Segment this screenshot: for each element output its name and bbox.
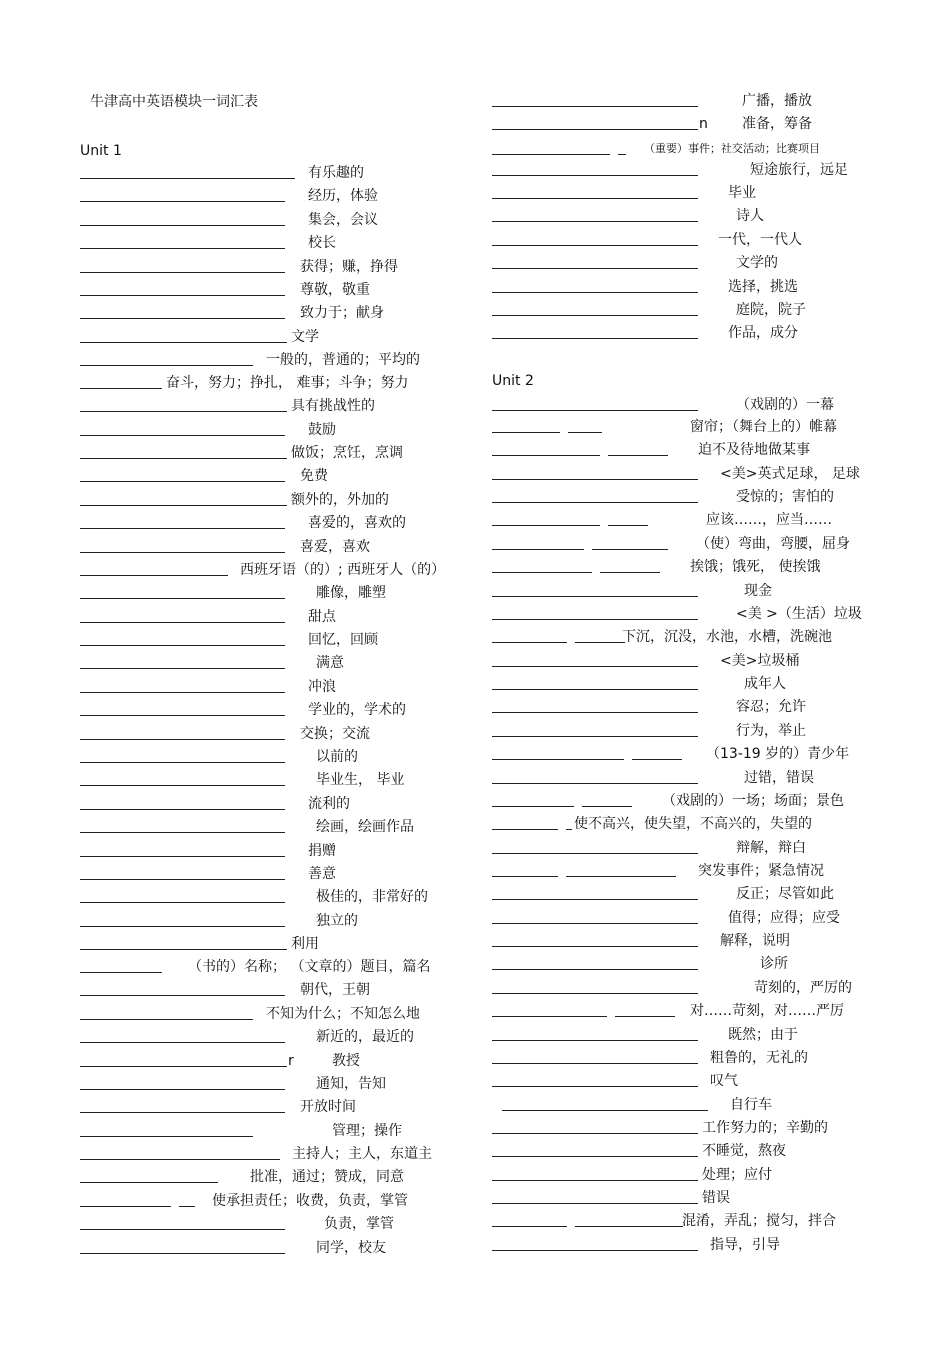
entry-meaning: 短途旅行，远足 — [750, 162, 848, 178]
answer-blank[interactable] — [80, 1253, 285, 1254]
entry-meaning: 窗帘；（舞台上的）帷幕 — [690, 419, 837, 435]
answer-blank[interactable] — [80, 926, 285, 927]
answer-blank[interactable] — [492, 154, 610, 155]
answer-blank[interactable] — [492, 106, 698, 107]
answer-blank[interactable] — [492, 572, 592, 573]
answer-blank[interactable] — [492, 689, 698, 690]
answer-blank[interactable] — [80, 225, 285, 226]
answer-blank[interactable] — [566, 876, 676, 877]
answer-blank[interactable] — [492, 1016, 607, 1017]
entry-meaning: 文学的 — [736, 255, 778, 271]
answer-blank[interactable] — [492, 198, 698, 199]
entry-meaning: （戏剧的）一幕 — [736, 397, 834, 413]
entry-meaning: 尊敬，敬重 — [300, 282, 370, 298]
answer-blank[interactable] — [179, 1206, 195, 1207]
answer-blank[interactable] — [502, 1110, 708, 1111]
answer-blank[interactable] — [492, 783, 698, 784]
answer-blank[interactable] — [492, 268, 698, 269]
answer-blank[interactable] — [80, 575, 228, 576]
entry-meaning: 回忆，回顾 — [308, 632, 378, 648]
answer-blank[interactable] — [492, 129, 698, 130]
answer-blank[interactable] — [492, 221, 698, 222]
entry-meaning: 交换；交流 — [300, 726, 370, 742]
entry-meaning: 不知为什么；不知怎么地 — [266, 1006, 420, 1022]
answer-blank[interactable] — [80, 692, 285, 693]
entry-meaning: 学业的，学术的 — [308, 702, 406, 718]
answer-blank[interactable] — [80, 342, 287, 343]
entry-meaning: 流利的 — [308, 796, 350, 812]
entry-meaning: 不睡觉，熬夜 — [702, 1143, 786, 1159]
entry-meaning: 既然；由于 — [728, 1027, 798, 1043]
entry-meaning: 开放时间 — [300, 1099, 356, 1115]
entry-meaning: 迫不及待地做某事 — [698, 442, 810, 458]
answer-blank[interactable] — [492, 899, 698, 900]
answer-blank[interactable] — [80, 505, 287, 506]
answer-blank[interactable] — [80, 458, 287, 459]
answer-blank[interactable] — [492, 853, 698, 854]
entry-meaning: 免费 — [300, 468, 328, 484]
entry-meaning: 鼓励 — [308, 422, 336, 438]
answer-blank[interactable] — [80, 622, 285, 623]
entry-meaning: 负责，掌管 — [324, 1216, 394, 1232]
entry-meaning: 准备，筹备 — [742, 116, 812, 132]
answer-blank[interactable] — [492, 315, 698, 316]
answer-blank[interactable] — [492, 666, 698, 667]
answer-blank[interactable] — [492, 175, 698, 176]
answer-blank[interactable] — [80, 856, 285, 857]
answer-blank[interactable] — [492, 806, 574, 807]
answer-blank[interactable] — [80, 1019, 253, 1020]
answer-blank[interactable] — [80, 1089, 285, 1090]
entry-meaning: 错误 — [702, 1190, 730, 1206]
entry-meaning: 甜点 — [308, 609, 336, 625]
entry-meaning: 朝代，王朝 — [300, 982, 370, 998]
answer-blank[interactable] — [582, 806, 632, 807]
answer-blank[interactable] — [80, 365, 253, 366]
answer-blank[interactable] — [80, 1066, 287, 1067]
entry-meaning: （使）弯曲，弯腰，屈身 — [696, 536, 850, 552]
entry-meaning: 混淆，弄乱；搅匀，拌合 — [682, 1213, 836, 1229]
fragment-letter: n — [699, 116, 708, 132]
entry-meaning: 叹气 — [710, 1073, 738, 1089]
answer-blank[interactable] — [80, 1159, 280, 1160]
answer-blank[interactable] — [618, 154, 626, 155]
entry-meaning: 西班牙语（的）; 西班牙人（的） — [240, 562, 446, 578]
entry-meaning: 诊所 — [760, 956, 788, 972]
entry-meaning: 具有挑战性的 — [291, 398, 375, 414]
answer-blank[interactable] — [80, 879, 285, 880]
entry-meaning: 一般的，普通的；平均的 — [266, 352, 420, 368]
entry-meaning: 庭院，院子 — [736, 302, 806, 318]
answer-blank[interactable] — [80, 481, 285, 482]
entry-meaning: 有乐趣的 — [308, 165, 364, 181]
answer-blank[interactable] — [80, 1136, 253, 1137]
entry-meaning: 额外的，外加的 — [291, 492, 389, 508]
entry-meaning: 独立的 — [316, 913, 358, 929]
answer-blank[interactable] — [608, 525, 648, 526]
answer-blank[interactable] — [80, 902, 285, 903]
answer-blank[interactable] — [80, 552, 285, 553]
entry-meaning: 以前的 — [316, 749, 358, 765]
entry-meaning: 毕业 — [728, 185, 756, 201]
answer-blank[interactable] — [492, 736, 698, 737]
answer-blank[interactable] — [80, 411, 287, 412]
answer-blank[interactable] — [80, 1206, 171, 1207]
entry-meaning: 粗鲁的，无礼的 — [710, 1050, 808, 1066]
answer-blank[interactable] — [80, 972, 162, 973]
answer-blank[interactable] — [608, 455, 668, 456]
entry-meaning: 主持人；主人，东道主 — [292, 1146, 432, 1162]
entry-meaning: 集会，会议 — [308, 212, 378, 228]
answer-blank[interactable] — [80, 178, 295, 179]
entry-meaning: 行为，举止 — [736, 723, 806, 739]
entry-meaning: 苛刻的，严厉的 — [754, 980, 852, 996]
entry-meaning: <美 >（生活）垃圾 — [736, 606, 862, 622]
answer-blank[interactable] — [600, 572, 660, 573]
answer-blank[interactable] — [492, 502, 698, 503]
answer-blank[interactable] — [492, 642, 567, 643]
entry-meaning: 过错，错误 — [744, 770, 814, 786]
entry-meaning: 对……苛刻，对……严厉 — [690, 1003, 844, 1019]
entry-meaning: <美>垃圾桶 — [720, 653, 800, 669]
answer-blank[interactable] — [492, 1250, 698, 1251]
entry-meaning: （戏剧的）一场；场面；景色 — [662, 793, 844, 809]
answer-blank[interactable] — [492, 993, 698, 994]
answer-blank[interactable] — [492, 1040, 698, 1041]
entry-meaning: 值得；应得；应受 — [728, 910, 840, 926]
entry-meaning: 绘画，绘画作品 — [316, 819, 414, 835]
entry-meaning: 致力于；献身 — [300, 305, 384, 321]
answer-blank[interactable] — [80, 435, 285, 436]
page-title: 牛津高中英语模块一词汇表 — [90, 94, 258, 110]
answer-blank[interactable] — [492, 923, 698, 924]
entry-meaning: 善意 — [308, 866, 336, 882]
entry-meaning: （重要）事件；社交活动；比赛项目 — [644, 142, 820, 155]
unit2-heading: Unit 2 — [492, 373, 534, 389]
answer-blank[interactable] — [492, 1203, 698, 1204]
entry-meaning: 广播，播放 — [742, 93, 812, 109]
entry-meaning: 诗人 — [736, 208, 764, 224]
entry-meaning: 冲浪 — [308, 679, 336, 695]
answer-blank[interactable] — [492, 292, 698, 293]
entry-meaning: <美>英式足球， 足球 — [720, 466, 860, 482]
unit1-heading: Unit 1 — [80, 143, 122, 159]
answer-blank[interactable] — [80, 1112, 285, 1113]
answer-blank[interactable] — [492, 1156, 698, 1157]
answer-blank[interactable] — [80, 201, 285, 202]
entry-meaning: 自行车 — [730, 1097, 772, 1113]
answer-blank[interactable] — [80, 318, 285, 319]
answer-blank[interactable] — [80, 248, 285, 249]
entry-meaning: （13-19 岁的）青少年 — [706, 746, 850, 762]
entry-meaning: 应该……，应当…… — [706, 512, 832, 528]
entry-meaning: 喜爱的，喜欢的 — [308, 515, 406, 531]
entry-meaning: 管理；操作 — [332, 1123, 402, 1139]
answer-blank[interactable] — [492, 946, 698, 947]
entry-meaning: 现金 — [744, 583, 772, 599]
entry-meaning: 反正；尽管如此 — [736, 886, 834, 902]
entry-meaning: 辩解，辩白 — [736, 840, 806, 856]
entry-meaning: 批准，通过；赞成，同意 — [250, 1169, 404, 1185]
entry-meaning: 解释，说明 — [720, 933, 790, 949]
answer-blank[interactable] — [492, 432, 560, 433]
entry-meaning: 经历，体验 — [308, 188, 378, 204]
answer-blank[interactable] — [492, 876, 558, 877]
entry-meaning: 喜爱，喜欢 — [300, 539, 370, 555]
entry-meaning: 校长 — [308, 235, 336, 251]
entry-meaning: 满意 — [316, 655, 344, 671]
answer-blank[interactable] — [80, 762, 285, 763]
entry-meaning: 利用 — [291, 936, 319, 952]
entry-meaning: 工作努力的；辛勤的 — [702, 1120, 828, 1136]
entry-meaning: 下沉，沉没，水池，水槽，洗碗池 — [622, 629, 832, 645]
answer-blank[interactable] — [80, 715, 285, 716]
answer-blank[interactable] — [80, 1042, 285, 1043]
answer-blank[interactable] — [80, 809, 285, 810]
entry-meaning: 极佳的，非常好的 — [316, 889, 428, 905]
answer-blank[interactable] — [492, 1133, 698, 1134]
answer-blank[interactable] — [492, 525, 600, 526]
answer-blank[interactable] — [80, 739, 285, 740]
answer-blank[interactable] — [80, 388, 162, 389]
answer-blank[interactable] — [80, 995, 285, 996]
entry-meaning: 一代，一代人 — [718, 232, 802, 248]
answer-blank[interactable] — [492, 596, 698, 597]
entry-meaning: 选择，挑选 — [728, 279, 798, 295]
entry-meaning: 受惊的；害怕的 — [736, 489, 834, 505]
entry-meaning: 使承担责任；收费，负责，掌管 — [212, 1193, 408, 1209]
answer-blank[interactable] — [575, 1226, 683, 1227]
entry-meaning: 奋斗，努力；挣扎， 难事；斗争；努力 — [166, 375, 409, 391]
answer-blank[interactable] — [80, 785, 285, 786]
answer-blank[interactable] — [632, 759, 682, 760]
entry-meaning: 雕像，雕塑 — [316, 585, 386, 601]
answer-blank[interactable] — [492, 1226, 567, 1227]
answer-blank[interactable] — [492, 619, 698, 620]
answer-blank[interactable] — [492, 1180, 698, 1181]
answer-blank[interactable] — [492, 479, 698, 480]
entry-meaning: 做饭；烹饪，烹调 — [291, 445, 403, 461]
answer-blank[interactable] — [80, 1229, 285, 1230]
answer-blank[interactable] — [575, 642, 625, 643]
answer-blank[interactable] — [492, 969, 698, 970]
entry-meaning: 指导，引导 — [710, 1237, 780, 1253]
entry-meaning: 成年人 — [744, 676, 786, 692]
entry-meaning: 使不高兴，使失望，不高兴的，失望的 — [574, 816, 812, 832]
entry-meaning: 容忍；允许 — [736, 699, 806, 715]
entry-meaning: 处理；应付 — [702, 1167, 772, 1183]
entry-meaning: 同学，校友 — [316, 1240, 386, 1256]
answer-blank[interactable] — [566, 829, 572, 830]
entry-meaning: （书的）名称； （文章的）题目，篇名 — [188, 959, 431, 975]
entry-meaning: 挨饿；饿死， 使挨饿 — [690, 559, 821, 575]
answer-blank[interactable] — [492, 759, 624, 760]
answer-blank[interactable] — [592, 549, 668, 550]
answer-blank[interactable] — [80, 832, 285, 833]
answer-blank[interactable] — [492, 1086, 698, 1087]
answer-blank[interactable] — [492, 245, 698, 246]
entry-meaning: 新近的，最近的 — [316, 1029, 414, 1045]
answer-blank[interactable] — [492, 338, 698, 339]
entry-meaning: 获得；赚，挣得 — [300, 259, 398, 275]
answer-blank[interactable] — [80, 645, 285, 646]
answer-blank[interactable] — [492, 1063, 698, 1064]
entry-meaning: 文学 — [291, 329, 319, 345]
entry-meaning: 教授 — [332, 1053, 360, 1069]
answer-blank[interactable] — [80, 1182, 218, 1183]
entry-meaning: 毕业生， 毕业 — [316, 772, 405, 788]
answer-blank[interactable] — [492, 549, 584, 550]
answer-blank[interactable] — [492, 455, 600, 456]
fragment-letter: r — [288, 1053, 294, 1069]
answer-blank[interactable] — [492, 829, 558, 830]
entry-meaning: 通知，告知 — [316, 1076, 386, 1092]
answer-blank[interactable] — [80, 528, 285, 529]
answer-blank[interactable] — [568, 432, 602, 433]
answer-blank[interactable] — [492, 712, 698, 713]
answer-blank[interactable] — [492, 410, 698, 411]
entry-meaning: 捐赠 — [308, 843, 336, 859]
answer-blank[interactable] — [80, 668, 285, 669]
answer-blank[interactable] — [80, 295, 285, 296]
answer-blank[interactable] — [615, 1016, 675, 1017]
entry-meaning: 作品，成分 — [728, 325, 798, 341]
answer-blank[interactable] — [80, 949, 287, 950]
entry-meaning: 突发事件；紧急情况 — [698, 863, 824, 879]
answer-blank[interactable] — [80, 272, 285, 273]
answer-blank[interactable] — [80, 598, 285, 599]
